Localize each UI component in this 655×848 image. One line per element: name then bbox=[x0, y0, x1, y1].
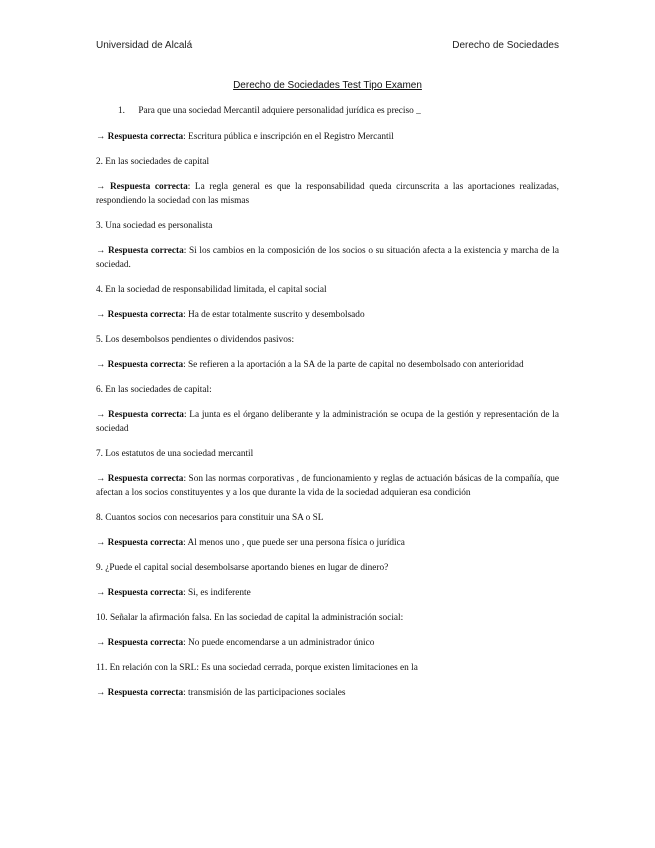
answer-4 bbox=[96, 308, 559, 322]
question-2: 2. En las sociedades de capital bbox=[96, 157, 210, 167]
answer-label: Respuesta correcta bbox=[107, 688, 184, 698]
answer-1 bbox=[96, 130, 559, 144]
answer-text: : Son las normas corporativas , de funcionamiento y reglas de actuación básicas de la compañía, que afectan a los socios constituyentes y a los que durante la vida de la sociedad adquieran esa condición bbox=[96, 474, 559, 498]
answer-label: Respuesta correcta bbox=[107, 588, 184, 598]
answer-text: : Escritura pública e inscripción en el Registro Mercantil bbox=[183, 132, 394, 142]
answer-9 bbox=[96, 586, 559, 600]
answer-label: Respuesta correcta bbox=[107, 132, 184, 142]
arrow-icon: → bbox=[96, 360, 106, 370]
header-university: Universidad de Alcalá bbox=[96, 40, 193, 51]
question-text: Para que una sociedad Mercantil adquiere personalidad jurídica es preciso _ bbox=[138, 106, 421, 116]
answer-text: : Se refieren a la aportación a la SA de la parte de capital no desembolsado con anterioridad bbox=[183, 360, 524, 370]
answer-label: Respuesta correcta bbox=[107, 538, 184, 548]
arrow-icon: → bbox=[96, 132, 106, 142]
question-4: 4. En la sociedad de responsabilidad limitada, el capital social bbox=[96, 285, 327, 295]
question-9: 9. ¿Puede el capital social desembolsarse aportando bienes en lugar de dinero? bbox=[96, 563, 389, 573]
question-3: 3. Una sociedad es personalista bbox=[96, 221, 213, 231]
answer-label: Respuesta correcta bbox=[107, 474, 184, 484]
arrow-icon: → bbox=[96, 688, 106, 698]
answer-8 bbox=[96, 536, 559, 550]
question-10: 10. Señalar la afirmación falsa. En las sociedad de capital la administración social: bbox=[96, 613, 404, 623]
answer-text: : Si los cambios en la composición de los socios o su situación afecta a la existencia y marcha de la sociedad. bbox=[96, 246, 559, 270]
question-11: 11. En relación con la SRL: Es una sociedad cerrada, porque existen limitaciones en la bbox=[96, 663, 418, 673]
arrow-icon: → bbox=[96, 638, 106, 648]
answer-text: : La regla general es que la responsabilidad queda circunscrita a las aportaciones realizadas, respondiendo la sociedad con las mismas bbox=[96, 182, 559, 206]
arrow-icon: → bbox=[96, 310, 106, 320]
answer-label: Respuesta correcta bbox=[108, 410, 184, 420]
answer-5 bbox=[96, 358, 559, 372]
answer-label: Respuesta correcta bbox=[107, 638, 184, 648]
answer-6 bbox=[96, 408, 559, 436]
arrow-icon: → bbox=[96, 538, 106, 548]
header-subject: Derecho de Sociedades bbox=[452, 40, 559, 51]
question-number: 1. bbox=[118, 106, 125, 116]
document-title: Derecho de Sociedades Test Tipo Examen bbox=[233, 80, 422, 91]
answer-text: : Si, es indiferente bbox=[183, 588, 251, 598]
answer-text: : No puede encomendarse a un administrador único bbox=[183, 638, 375, 648]
answer-text: : Ha de estar totalmente suscrito y desembolsado bbox=[183, 310, 365, 320]
answer-2 bbox=[96, 180, 559, 208]
arrow-icon: → bbox=[96, 474, 106, 484]
answer-text: : transmisión de las participaciones sociales bbox=[183, 688, 346, 698]
answer-text: : Al menos uno , que puede ser una persona física o jurídica bbox=[183, 538, 405, 548]
arrow-icon: → bbox=[96, 182, 106, 192]
answer-7 bbox=[96, 472, 559, 500]
arrow-icon: → bbox=[96, 410, 106, 420]
arrow-icon: → bbox=[96, 246, 106, 256]
answer-label: Respuesta correcta bbox=[107, 360, 184, 370]
answer-label: Respuesta correcta bbox=[109, 182, 188, 192]
answer-3 bbox=[96, 244, 559, 272]
question-1 bbox=[96, 104, 559, 118]
answer-label: Respuesta correcta bbox=[107, 310, 184, 320]
answer-10 bbox=[96, 636, 559, 650]
answer-11 bbox=[96, 686, 559, 700]
question-7: 7. Los estatutos de una sociedad mercantil bbox=[96, 449, 254, 459]
question-8: 8. Cuantos socios con necesarios para constituir una SA o SL bbox=[96, 513, 324, 523]
question-6: 6. En las sociedades de capital: bbox=[96, 385, 212, 395]
answer-label: Respuesta correcta bbox=[107, 246, 184, 256]
arrow-icon: → bbox=[96, 588, 106, 598]
question-list bbox=[96, 104, 559, 700]
answer-text: : La junta es el órgano deliberante y la administración se ocupa de la gestión y representación de la sociedad bbox=[96, 410, 559, 434]
question-5: 5. Los desembolsos pendientes o dividendos pasivos: bbox=[96, 335, 295, 345]
